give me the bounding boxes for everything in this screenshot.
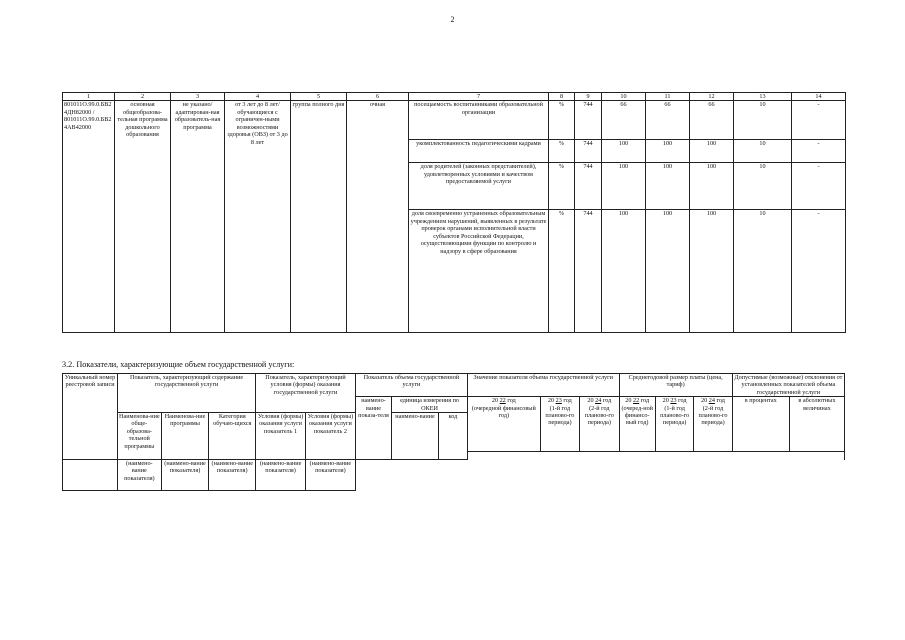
header-content: Показатель, характеризующий содержание государственной услуги [118,374,256,413]
table-header-row [63,374,845,397]
indicator-value-y1: 100 [602,163,646,210]
unit-code: код [438,413,467,460]
header-value: Значение показателя объема государственной услуги [467,374,619,397]
indicator-value-y2: 100 [646,210,690,333]
allowed-absolute: в абсолютных величинах [789,397,844,451]
volume-unit-okei: единица измерения по ОКЕИ [392,397,468,413]
indicator-name: доля своевременно устраненных образовательным учреждением нарушений, выявленных в результате проверок органами исполнительной власти субъектов Российской Федерации, осуществляющими функции по контролю и надзору в сфере образования [409,210,549,333]
indicator-value-y2: 100 [646,163,690,210]
quality-indicators-table [62,92,846,333]
table-row [63,101,846,140]
col-number: 1 [63,93,115,101]
education-form: очная [347,101,409,333]
sub-condition-2: Условия (формы) оказания услуги показатель 2 [305,413,355,460]
column-number-row [63,93,846,101]
deviation-percent: 10 [734,101,792,140]
price-year-3: 20 24 год (2-й год планово-го периода) [694,397,732,451]
indicator-value-y3: 100 [690,210,734,333]
col-number: 8 [549,93,575,101]
indicator-unit: % [549,101,575,140]
deviation-percent: 10 [734,163,792,210]
col-number: 4 [225,93,291,101]
deviation-absolute: - [792,140,846,163]
header-volume: Показатель объема государственной услуги [355,374,467,397]
indicator-value-y2: 100 [646,140,690,163]
col-number: 3 [171,93,225,101]
deviation-absolute: - [792,101,846,140]
header-price: Среднегодовой размер платы (цена, тариф) [619,374,732,397]
col-number: 5 [291,93,347,101]
indicator-unit: % [549,140,575,163]
table-row [63,460,845,491]
col-number: 2 [115,93,171,101]
col-number: 14 [792,93,846,101]
unit-name: наимено-вание [392,413,439,460]
sub-program: Наименова-ние программы [161,413,209,460]
indicator-name: доля родителей (законных представителей), удовлетворенных условиями и качеством предоставляемой услуги [409,163,549,210]
sub-condition-1: Условия (формы) оказания услуги показатель 1 [256,413,306,460]
col-number: 6 [347,93,409,101]
program-content: основная общеобразова-тельная программа дошкольного образования [115,101,171,333]
header-unique-number: Уникальный номер реестровой записи [63,374,118,460]
naim-label: (наимено-вание показателя) [161,460,209,491]
volume-indicator-name: наимено-вание показа-теля [355,397,391,460]
indicator-value-y1: 100 [602,140,646,163]
indicator-unit: % [549,163,575,210]
indicator-okei: 744 [575,163,602,210]
header-conditions: Показатель, характеризующий условия (формы) оказания государственной услуги [256,374,356,413]
indicator-unit: % [549,210,575,333]
sub-category: Категория обучаю-щихся [209,413,256,460]
deviation-absolute: - [792,163,846,210]
deviation-absolute: - [792,210,846,333]
value-year-3: 20 24 год (2-й год планово-го периода) [580,397,619,451]
registry-code: 801011О.99.0.БВ24ДН82000 / 801011О.99.0.БВ24АВ42000 [63,101,115,333]
deviation-percent: 10 [734,210,792,333]
value-year-2: 20 23 год (1-й год планово-го периода) [540,397,579,451]
indicator-value-y3: 66 [690,101,734,140]
page-number: 2 [450,15,455,24]
col-number: 11 [646,93,690,101]
program-category: не указано/ адаптирован-ная образователь-ная программа [171,101,225,333]
col-number: 12 [690,93,734,101]
indicator-okei: 744 [575,140,602,163]
naim-label: (наимено-вание показателя) [305,460,355,491]
indicator-value-y3: 100 [690,140,734,163]
col-number: 10 [602,93,646,101]
student-age: от 3 лет до 8 лет/ обучающиеся с ограничен-ными возможностями здоровья (ОВЗ) от 3 до 8 лет [225,101,291,333]
deviation-percent: 10 [734,140,792,163]
allowed-percent: в процентах [732,397,789,451]
volume-indicators-table [62,373,845,491]
indicator-value-y1: 100 [602,210,646,333]
col-number: 9 [575,93,602,101]
sub-program-name: Наименова-ние обще-образова-тельной программы [118,413,162,460]
indicator-okei: 744 [575,101,602,140]
naim-label: (наимено-вание показателя) [209,460,256,491]
indicator-value-y3: 100 [690,163,734,210]
stay-group: группа полного дня [291,101,347,333]
col-number: 7 [409,93,549,101]
header-allowed-deviation: Допустимые (возможные) отклонения от установленных показателей объема государственной услуги [732,374,844,397]
col-number: 13 [734,93,792,101]
naim-label: (наимено-вание показателя) [256,460,306,491]
indicator-name: укомплектованность педагогическими кадрами [409,140,549,163]
indicator-okei: 744 [575,210,602,333]
naim-label: (наимено-вание показателя) [118,460,162,491]
price-year-2: 20 23 год (1-й год планово-го периода) [655,397,693,451]
section-title: 3.2. Показатели, характеризующие объем государственной услуги: [62,360,295,369]
indicator-value-y2: 66 [646,101,690,140]
indicator-value-y1: 66 [602,101,646,140]
indicator-name: посещаемость воспитанниками образовательной организации [409,101,549,140]
price-year-1: 20 22 год (очеред-ной финансо-вый год) [619,397,655,451]
value-year-1: 20 22 год (очередной финансовый год) [467,397,540,451]
